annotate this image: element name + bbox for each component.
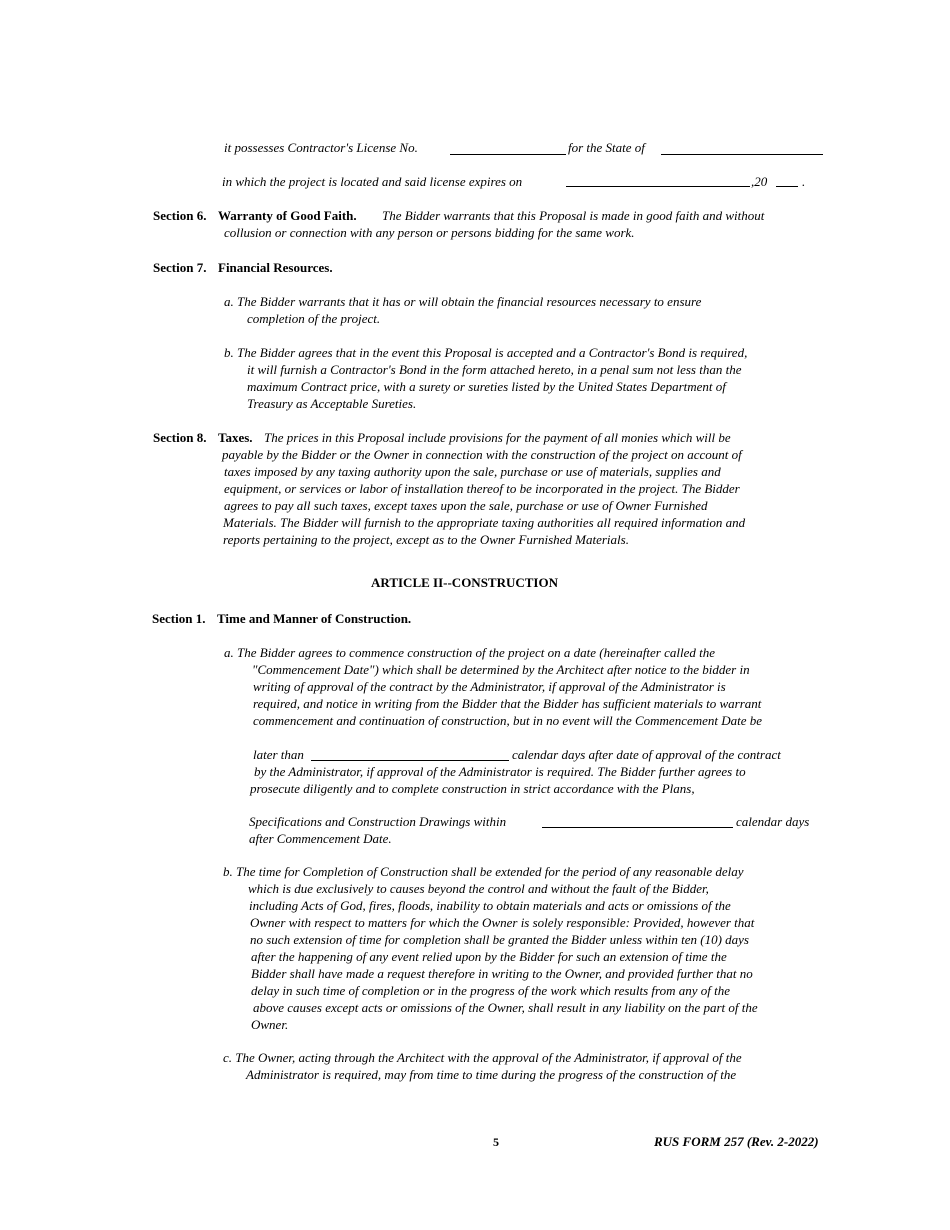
section7-title: Financial Resources. — [218, 260, 333, 275]
text-line: reports pertaining to the project, except as to the Owner Furnished Materials. — [223, 532, 629, 547]
text-line: a. The Bidder warrants that it has or will obtain the financial resources necessary to ensure — [224, 294, 702, 309]
text-line: above causes except acts or omissions of the Owner, shall result in any liability on the part of the — [253, 1000, 758, 1015]
section8-title: Taxes. — [218, 430, 253, 445]
text-line: b. The time for Completion of Construction shall be extended for the period of any reasonable delay — [223, 864, 744, 879]
state-field[interactable] — [661, 154, 823, 155]
section6-title: Warranty of Good Faith. — [218, 208, 357, 223]
text-line: Materials. The Bidder will furnish to the appropriate taxing authorities all required information and — [223, 515, 746, 530]
section6-line2: collusion or connection with any person or persons bidding for the same work. — [224, 225, 635, 240]
later-than-tail: calendar days after date of approval of the contract — [512, 747, 781, 762]
section1-title: Time and Manner of Construction. — [217, 611, 412, 626]
text-line: delay in such time of completion or in the progress of the work which results from any of the — [251, 983, 731, 998]
commencement-days-field[interactable] — [311, 760, 509, 761]
text-line: prosecute diligently and to complete construction in strict accordance with the Plans, — [250, 781, 695, 796]
later-than-label: later than — [253, 747, 304, 762]
text-line: Administrator is required, may from time to time during the progress of the construction of the — [246, 1067, 737, 1082]
section8-body — [222, 446, 745, 548]
license-expiry-field[interactable] — [566, 186, 750, 187]
section1-item-c — [223, 1049, 742, 1083]
text-line: required, and notice in writing from the Bidder that the Bidder has sufficient materials to warrant — [253, 696, 762, 711]
text-line: it will furnish a Contractor's Bond in the form attached hereto, in a penal sum not less than the — [247, 362, 742, 377]
section7-item-b — [224, 344, 747, 412]
completion-days-field[interactable] — [542, 827, 733, 828]
text-line: after the happening of any event relied upon by the Bidder for such an extension of time the — [251, 949, 727, 964]
section1-item-b — [223, 863, 758, 1033]
section7-item-a — [224, 293, 701, 327]
after-commencement: after Commencement Date. — [249, 831, 392, 846]
section1-item-a-continued — [250, 763, 746, 797]
license-expiry-label: in which the project is located and said license expires on — [222, 174, 523, 189]
text-line: a. The Bidder agrees to commence construction of the project on a date (hereinafter called the — [224, 645, 715, 660]
text-line: no such extension of time for completion shall be granted the Bidder unless within ten (10) days — [250, 932, 749, 947]
specs-tail: calendar days — [736, 814, 810, 829]
text-line: maximum Contract price, with a surety or sureties listed by the United States Department of — [247, 379, 726, 394]
text-line: Treasury as Acceptable Sureties. — [247, 396, 417, 411]
text-line: which is due exclusively to causes beyond the control and without the fault of the Bidder, — [248, 881, 709, 896]
text-line: Bidder shall have made a request therefore in writing to the Owner, and provided further that no — [251, 966, 753, 981]
section7-label: Section 7. — [153, 260, 207, 275]
text-line: writing of approval of the contract by the Administrator, if approval of the Administrator is — [253, 679, 726, 694]
section1-label: Section 1. — [152, 611, 206, 626]
text-line: b. The Bidder agrees that in the event this Proposal is accepted and a Contractor's Bond is required, — [224, 345, 748, 360]
text-line: completion of the project. — [247, 311, 381, 326]
license-number-field[interactable] — [450, 154, 566, 155]
text-line: commencement and continuation of construction, but in no event will the Commencement Date be — [253, 713, 763, 728]
section1-item-a — [224, 644, 762, 729]
text-line: including Acts of God, fires, floods, inability to obtain materials and acts or omissions of the — [249, 898, 731, 913]
license-line-end: . — [802, 174, 806, 189]
state-label: for the State of — [568, 140, 645, 155]
article-heading: ARTICLE II--CONSTRUCTION — [371, 575, 558, 590]
form-id: RUS FORM 257 (Rev. 2-2022) — [654, 1134, 819, 1149]
section6-label: Section 6. — [153, 208, 207, 223]
section8-line1: The prices in this Proposal include provisions for the payment of all monies which will be — [264, 430, 731, 445]
section6-line1: The Bidder warrants that this Proposal is made in good faith and without — [382, 208, 765, 223]
section8-label: Section 8. — [153, 430, 207, 445]
text-line: agrees to pay all such taxes, except taxes upon the sale, purchase or use of Owner Furnished — [224, 498, 708, 513]
license-number-label: it possesses Contractor's License No. — [224, 140, 418, 155]
year-field[interactable] — [776, 186, 798, 187]
text-line: c. The Owner, acting through the Architect with the approval of the Administrator, if approval of the — [223, 1050, 742, 1065]
text-line: by the Administrator, if approval of the Administrator is required. The Bidder further agrees to — [254, 764, 746, 779]
text-line: "Commencement Date") which shall be determined by the Architect after notice to the bidder in — [252, 662, 750, 677]
text-line: equipment, or services or labor of installation thereof to be incorporated in the project. The Bidder — [224, 481, 740, 496]
year-prefix: ,20 — [751, 174, 768, 189]
text-line: Owner with respect to matters for which the Owner is solely responsible: Provided, however that — [250, 915, 755, 930]
text-line: payable by the Bidder or the Owner in connection with the construction of the project on account of — [222, 447, 742, 462]
text-line: Owner. — [251, 1017, 289, 1032]
specs-label: Specifications and Construction Drawings within — [249, 814, 507, 829]
text-line: taxes imposed by any taxing authority upon the sale, purchase or use of materials, supplies and — [224, 464, 721, 479]
page-number: 5 — [493, 1135, 499, 1149]
